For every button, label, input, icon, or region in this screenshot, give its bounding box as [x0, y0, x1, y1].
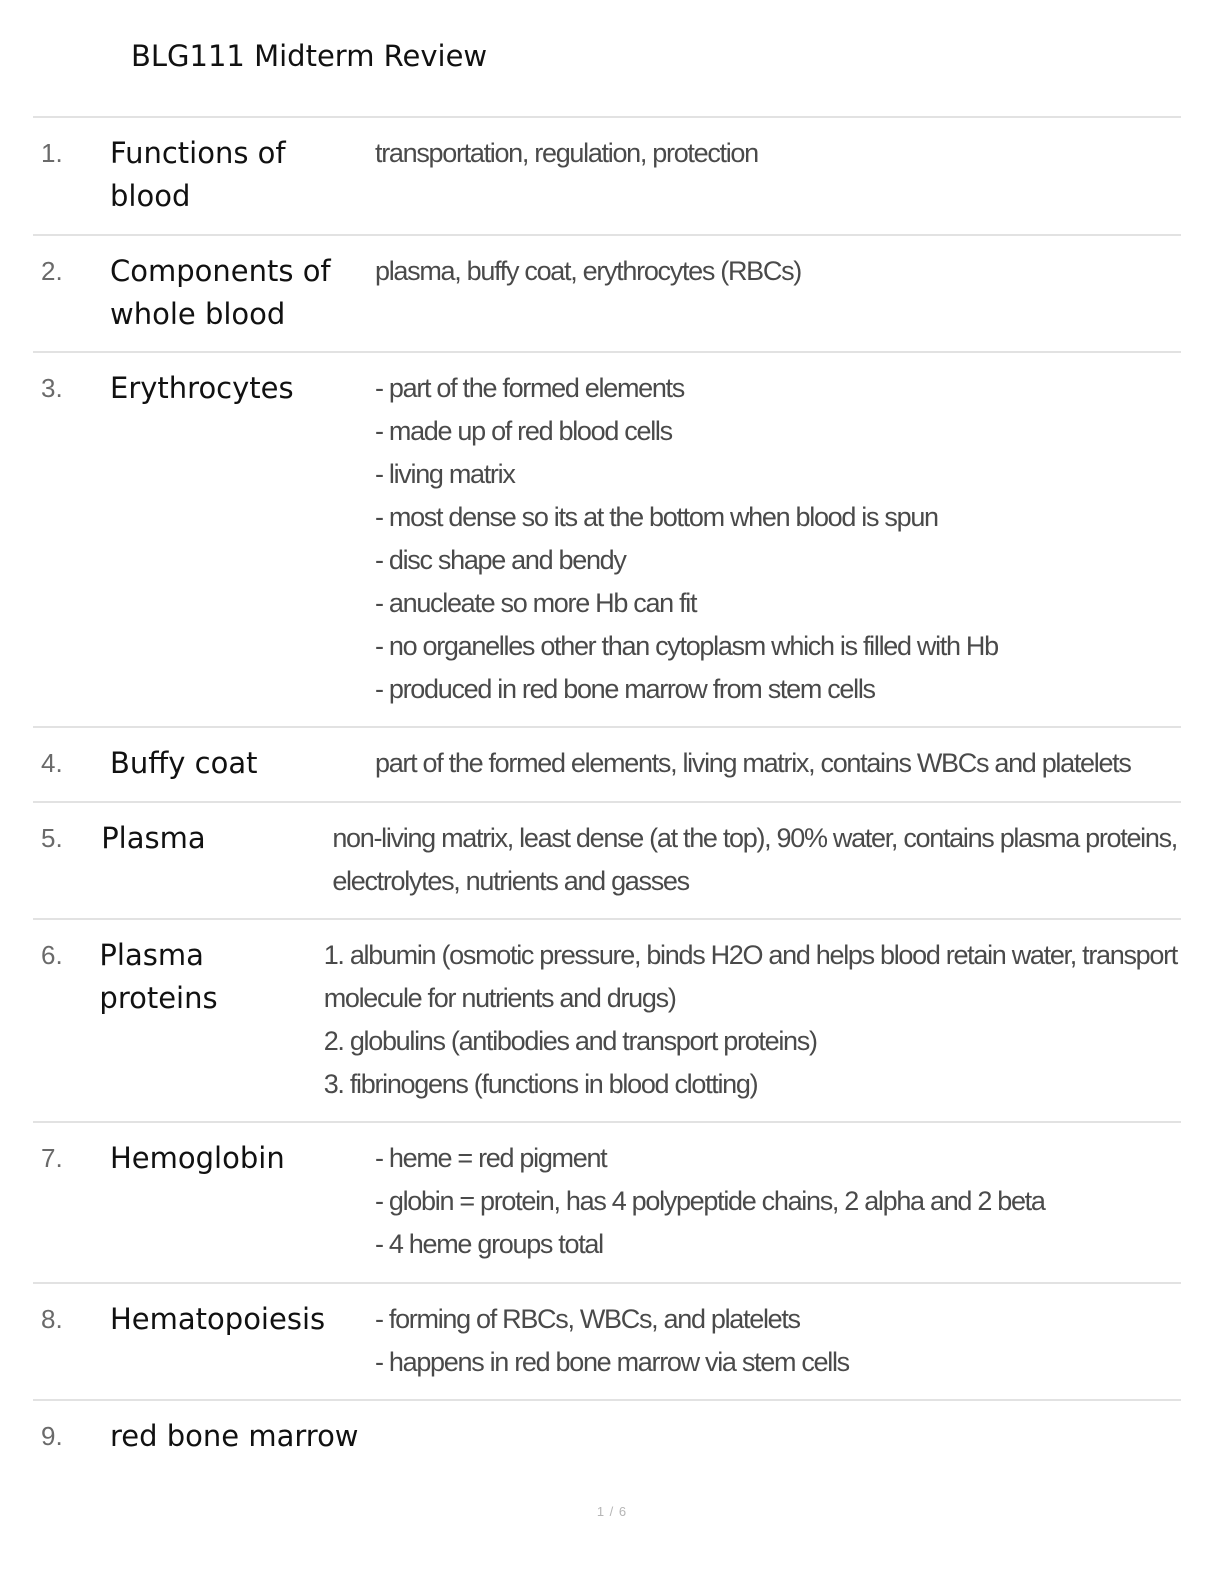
card-number: 8.	[41, 1304, 63, 1334]
card-number: 7.	[41, 1143, 63, 1173]
definition-line: - happens in red bone marrow via stem cells	[375, 1347, 849, 1377]
card-definition	[375, 1415, 1181, 1458]
card-number: 2.	[41, 256, 63, 286]
card-definition	[375, 1298, 1181, 1381]
card-number: 4.	[41, 748, 63, 778]
flashcard-row	[33, 803, 1181, 920]
card-definition	[375, 1137, 1181, 1264]
card-term: Plasma proteins	[99, 938, 218, 1015]
definition-line: - most dense so its at the bottom when blood is spun	[375, 502, 938, 532]
flashcard-row	[33, 1123, 1181, 1284]
card-term: Buffy coat	[110, 746, 258, 780]
flashcard-row	[33, 920, 1181, 1123]
definition-line: - produced in red bone marrow from stem cells	[375, 674, 875, 704]
definition-line: - made up of red blood cells	[375, 416, 672, 446]
card-definition	[332, 817, 1181, 900]
card-definition	[375, 132, 1181, 216]
flashcard-row	[33, 236, 1181, 353]
definition-line: - part of the formed elements	[375, 373, 684, 403]
card-number: 5.	[41, 823, 63, 853]
definition-line: - 4 heme groups total	[375, 1229, 603, 1259]
flashcard-row	[33, 353, 1181, 728]
card-term: Plasma	[101, 821, 206, 855]
card-term: Functions of blood	[110, 136, 286, 213]
definition-line: non-living matrix, least dense (at the top), 90% water, contains plasma proteins,	[332, 823, 1177, 853]
card-term: Components of whole blood	[110, 254, 331, 331]
card-term: Hematopoiesis	[110, 1302, 326, 1336]
document-title: BLG111 Midterm Review	[131, 39, 488, 73]
card-term: Erythrocytes	[110, 371, 294, 405]
card-number: 6.	[41, 940, 63, 970]
definition-line: - globin = protein, has 4 polypeptide chains, 2 alpha and 2 beta	[375, 1186, 1045, 1216]
card-definition	[324, 934, 1181, 1103]
card-number: 3.	[41, 373, 63, 403]
definition-line: - disc shape and bendy	[375, 545, 626, 575]
card-number: 1.	[41, 138, 63, 168]
definition-line: electrolytes, nutrients and gasses	[332, 866, 689, 896]
card-definition	[375, 367, 1181, 708]
definition-line: 3. fibrinogens (functions in blood clotting)	[323, 1069, 758, 1099]
card-number: 9.	[41, 1421, 63, 1451]
flashcard-list	[33, 116, 1181, 1476]
definition-line: plasma, buffy coat, erythrocytes (RBCs)	[375, 256, 801, 286]
definition-line: 1. albumin (osmotic pressure, binds H2O and helps blood retain water, transport	[323, 940, 1177, 970]
card-term: Hemoglobin	[110, 1141, 285, 1175]
definition-line: part of the formed elements, living matrix, contains WBCs and platelets	[375, 748, 1131, 778]
definition-line: - anucleate so more Hb can fit	[375, 588, 697, 618]
definition-line: - living matrix	[375, 459, 515, 489]
definition-line: - forming of RBCs, WBCs, and platelets	[375, 1304, 800, 1334]
definition-line: - no organelles other than cytoplasm which is filled with Hb	[375, 631, 998, 661]
flashcard-row	[33, 728, 1181, 803]
definition-line: - heme = red pigment	[375, 1143, 607, 1173]
page-number: 1 / 6	[596, 1504, 628, 1519]
definition-line: 2. globulins (antibodies and transport proteins)	[323, 1026, 817, 1056]
flashcard-row	[33, 1284, 1181, 1401]
flashcard-row	[33, 118, 1181, 236]
flashcard-row	[33, 1401, 1181, 1476]
card-term: red bone marrow	[110, 1419, 359, 1453]
definition-line: molecule for nutrients and drugs)	[323, 983, 676, 1013]
definition-line: transportation, regulation, protection	[375, 138, 758, 168]
card-definition	[375, 250, 1181, 333]
card-definition	[375, 742, 1181, 783]
